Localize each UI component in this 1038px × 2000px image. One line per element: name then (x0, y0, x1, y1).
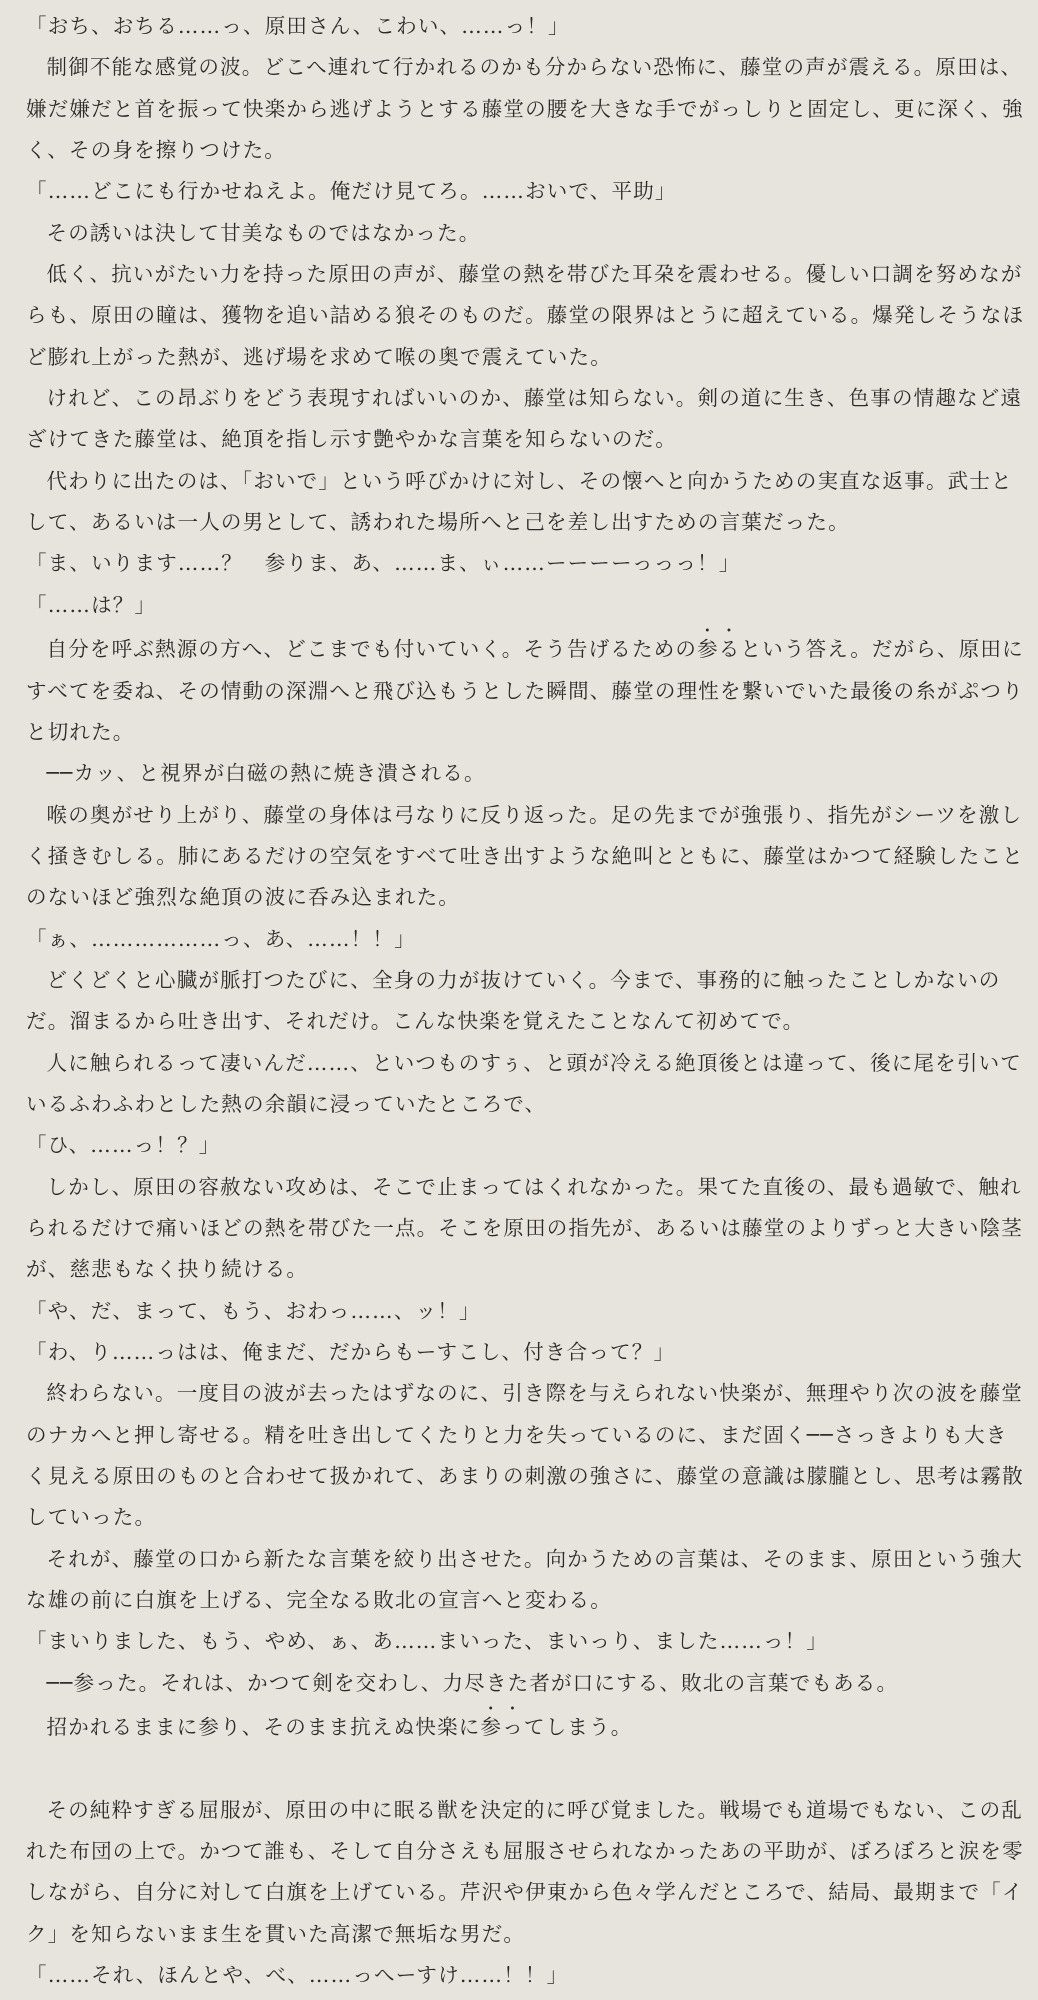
narrative-paragraph: 低く、抗いがたい力を持った原田の声が、藤堂の熱を帯びた耳朶を震わせる。優しい口調を努めながらも、原田の瞳は、獲物を追い詰める狼そのものだ。藤堂の限界はとうに超えている。爆発しそうなほど膨れ上がった熱が、逃げ場を求めて喉の奥で震えていた。 (26, 262, 1025, 369)
dialogue-line: 「ひ、……っ！？」 (26, 1133, 221, 1158)
dialogue-line: 「わ、り……っはは、俺まだ、だからもーすこし、付き合って？」 (26, 1340, 676, 1364)
dialogue-line: 「おち、おちる……っ、原田さん、こわい、……っ！」 (26, 14, 570, 38)
dialogue-line: 「……どこにも行かせねえよ。俺だけ見てろ。……おいで、平助」 (26, 179, 677, 204)
dialogue-line: 「……は？」 (26, 592, 157, 617)
emphasis-dots-word: 参っ (480, 1715, 524, 1740)
narrative-paragraph: 終わらない。一度目の波が去ったはずなのに、引き際を与えられない快楽が、無理やり次の波を藤堂のナカへと押し寄せる。精を吐き出してくたりと力を失っているのに、まだ固く──さっきよりも大きく見える原田のものと合わせて扱かれて、あまりの刺激の強さに、藤堂の意識は朦朧とし、思考は霧散していった。 (26, 1381, 1024, 1530)
narrative-paragraph: その純粋すぎる屈服が、原田の中に眠る獣を決定的に呼び覚ました。戦場でも道場でもない、この乱れた布団の上で。かつて誰も、そして自分さえも屈服させられなかったあの平助が、ぼろぼろと涙を零しながら、自分に対して白旗を上げている。芹沢や伊東から色々学んだところで、結局、最期まで「イク」を知らないまま生を貫いた高潔で無垢な男だ。 (26, 1797, 1024, 1946)
narrative-paragraph: 代わりに出たのは、「おいで」という呼びかけに対し、その懐へと向かうための実直な返事。武士として、あるいは一人の男として、誘われた場所へと己を差し出すための言葉だった。 (26, 468, 1013, 535)
narrative-paragraph: どくどくと心臓が脈打つたびに、全身の力が抜けていく。今まで、事務的に触ったことしかないのだ。溜まるから吐き出す、それだけ。こんな快楽を覚えたことなんて初めてで。 (26, 967, 1001, 1034)
dialogue-line: 「ぁ、………………っ、あ、……！！」 (26, 926, 416, 951)
blank-line (26, 1748, 1026, 1789)
narrative-paragraph: 制御不能な感覚の波。どこへ連れて行かれるのかも分からない恐怖に、藤堂の声が震える。原田は、嫌だ嫌だと首を振って快楽から逃げようとする藤堂の腰を大きな手でがっしりと固定し、更に深く、強く、その身を擦りつけた。 (26, 55, 1024, 163)
narrative-paragraph: しかし、原田の容赦ない攻めは、そこで止まってはくれなかった。果てた直後の、最も過敏で、触れられるだけで痛いほどの熱を帯びた一点。そこを原田の指先が、あるいは藤堂のよりずっと大きい陰茎が、慈悲もなく抉り続ける。 (26, 1174, 1023, 1282)
narrative-paragraph: 招かれるままに参り、そのまま抗えぬ快楽に参ってしまう。 (46, 1715, 633, 1740)
narrative-paragraph: 喉の奥がせり上がり、藤堂の身体は弓なりに反り返った。足の先までが強張り、指先がシーツを激しく掻きむしる。肺にあるだけの空気をすべて吐き出すような絶叫とともに、藤堂はかつて経験したことのないほど強烈な絶頂の波に呑み込まれた。 (26, 802, 1024, 910)
dialogue-line: 「……それ、ほんとや、べ、……っへーすけ……！！」 (26, 1963, 569, 1988)
dialogue-line: 「まいりました、もう、やめ、ぁ、あ……まいった、まいっり、ました……っ！」 (26, 1629, 829, 1654)
narrative-paragraph: それが、藤堂の口から新たな言葉を絞り出させた。向かうための言葉は、そのまま、原田という強大な雄の前に白旗を上げる、完全なる敗北の宣言へと変わる。 (26, 1546, 1023, 1613)
narrative-paragraph: 人に触られるって凄いんだ……、といつものすぅ、と頭が冷える絶頂後とは違って、後に尾を引いているふわふわとした熱の余韻に浸っていたところで、 (26, 1050, 1022, 1116)
dialogue-line: 「ま、いります……？ 参りま、あ、……ま、ぃ……ーーーーっっっ！」 (26, 551, 741, 576)
emphasis-dots-word: 参る (697, 637, 741, 662)
dialogue-line: 「や、だ、まって、もう、おわっ……、ッ！」 (26, 1298, 481, 1323)
narrative-paragraph: ──カッ、と視界が白磁の熱に焼き潰される。 (46, 761, 486, 786)
narrative-paragraph: その誘いは決して甘美なものではなかった。 (46, 220, 481, 245)
narrative-paragraph: けれど、この昂ぶりをどう表現すればいいのか、藤堂は知らない。剣の道に生き、色事の情趣など遠ざけてきた藤堂は、絶頂を指し示す艶やかな言葉を知らないのだ。 (26, 386, 1023, 452)
narrative-paragraph: 自分を呼ぶ熱源の方へ、どこまでも付いていく。そう告げるための参るという答え。だがら、原田にすべてを委ね、その情動の深淵へと飛び込もうとした瞬間、藤堂の理性を繋いでいた最後の糸がぷつりと切れた。 (26, 637, 1024, 744)
narrative-paragraph: ──参った。それは、かつて剣を交わし、力尽きた者が口にする、敗北の言葉でもある。 (46, 1670, 899, 1695)
